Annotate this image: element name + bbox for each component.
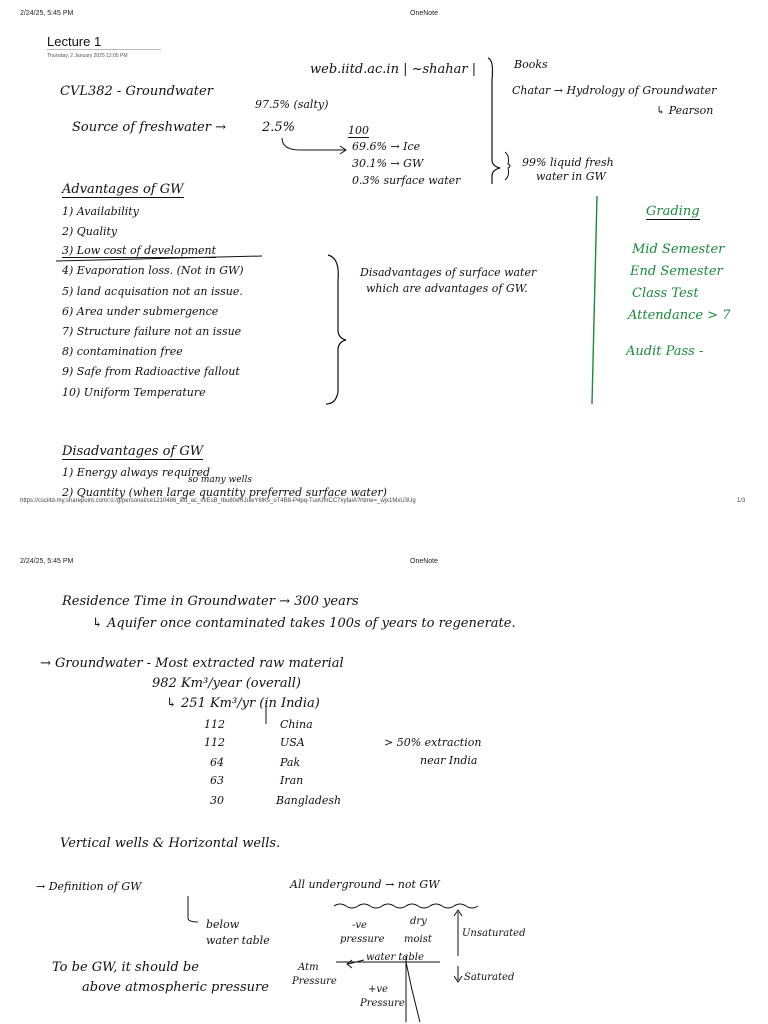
country-name: USA	[280, 736, 305, 749]
country-value: 30	[210, 794, 224, 807]
page-2-ink-strokes	[0, 552, 768, 1024]
country-value: 64	[210, 756, 224, 769]
diagram-pos-label: Pressure	[360, 998, 405, 1009]
print-app-name: OneNote	[410, 558, 439, 565]
extraction-note-1: > 50% extraction	[384, 736, 482, 749]
liquid-fresh-note-2: water in GW	[536, 170, 606, 183]
aquifer-regeneration: ↳ Aquifer once contaminated takes 100s of years to regenerate.	[92, 616, 516, 631]
page-title: Lecture 1	[47, 34, 102, 49]
books-line-2: ↳ Pearson	[656, 104, 714, 117]
diagram-atm-label: Pressure	[292, 976, 337, 987]
country-name: Iran	[280, 774, 304, 787]
country-name: China	[280, 718, 313, 731]
all-underground-note: All underground → not GW	[290, 878, 440, 891]
disadvantage-item: 1) Energy always required	[62, 466, 211, 479]
country-name: Bangladesh	[276, 794, 342, 807]
below-note-1: below	[206, 918, 240, 931]
diagram-moist-label: moist	[404, 934, 432, 945]
country-value: 112	[204, 736, 225, 749]
advantage-item: 6) Area under submergence	[62, 305, 219, 318]
course-website: web.iitd.ac.in | ~shahar |	[310, 62, 477, 77]
advantages-heading: Advantages of GW	[62, 182, 184, 197]
grading-item: End Semester	[630, 264, 723, 279]
advantage-item: 9) Safe from Radioactive fallout	[62, 365, 240, 378]
ice-percent: 69.6% → Ice	[352, 140, 421, 153]
residence-time: Residence Time in Groundwater → 300 years	[62, 594, 359, 609]
country-name: Pak	[280, 756, 301, 769]
fresh-water-percent: 2.5%	[262, 120, 296, 135]
grading-item: Class Test	[632, 286, 699, 301]
grading-item: Attendance > 7	[628, 308, 731, 323]
diagram-saturated-label: Saturated	[464, 972, 515, 983]
print-page-number: 1/3	[737, 498, 746, 504]
country-value: 63	[210, 774, 224, 787]
diagram-neg-label: pressure	[340, 934, 385, 945]
below-note-2: water table	[206, 934, 270, 947]
freshwater-source-label: Source of freshwater →	[72, 120, 226, 135]
salty-water-percent: 97.5% (salty)	[255, 98, 329, 111]
grading-item: Audit Pass -	[626, 344, 704, 359]
advantage-item: 4) Evaporation loss. (Not in GW)	[62, 264, 244, 277]
print-app-name: OneNote	[410, 10, 439, 17]
liquid-fresh-note-1: 99% liquid fresh	[522, 156, 614, 169]
gw-condition-2: above atmospheric pressure	[82, 980, 269, 995]
india-extraction: ↳ 251 Km³/yr (in India)	[166, 696, 320, 711]
disadvantage-item: 2) Quantity (when large quantity preferred surface water)	[62, 486, 387, 499]
surface-disadvantage-note-1: Disadvantages of surface water	[360, 266, 537, 279]
diagram-unsaturated-label: Unsaturated	[462, 928, 526, 939]
gw-percent: 30.1% → GW	[352, 157, 424, 170]
print-timestamp: 2/24/25, 5:45 PM	[20, 10, 74, 17]
disadvantage-note: so many wells	[188, 475, 252, 485]
books-heading: Books	[514, 58, 548, 71]
diagram-dry-label: dry	[410, 916, 427, 927]
grading-item: Mid Semester	[632, 242, 725, 257]
onenote-page-2	[0, 552, 768, 1024]
diagram-neg-label: -ve	[352, 920, 367, 931]
surface-water-percent: 0.3% surface water	[352, 174, 461, 187]
diagram-water-table-label: water table	[366, 952, 424, 963]
print-timestamp: 2/24/25, 5:45 PM	[20, 558, 74, 565]
surface-disadvantage-note-2: which are advantages of GW.	[366, 282, 528, 295]
definition-heading: → Definition of GW	[36, 880, 142, 893]
advantage-item: 5) land acquisation not an issue.	[62, 285, 243, 298]
country-value: 112	[204, 718, 225, 731]
extraction-note-2: near India	[420, 754, 478, 767]
advantage-item: 1) Availability	[62, 205, 139, 218]
advantage-item: 7) Structure failure not an issue	[62, 325, 242, 338]
print-url: https://csciitd-my.sharepoint.com/:o:/g/personal/ce1210486_iitd_ac_in/EsB_tbu80eRJuwY8lKs_oT4B8-P4pq-TuoUmCC7xyfalA?rtime=_wjx1MxU3Ug	[20, 498, 416, 504]
most-extracted: → Groundwater - Most extracted raw material	[40, 656, 344, 671]
course-code: CVL382 - Groundwater	[60, 84, 213, 99]
books-line-1: Chatar → Hydrology of Groundwater	[512, 84, 717, 97]
page-separator	[0, 512, 768, 552]
disadvantages-heading: Disadvantages of GW	[62, 444, 204, 459]
advantage-item: 8) contamination free	[62, 345, 183, 358]
hundred-label: 100	[348, 124, 369, 137]
advantage-item: 3) Low cost of development	[62, 244, 217, 257]
well-types: Vertical wells & Horizontal wells.	[60, 836, 281, 851]
advantage-item: 10) Uniform Temperature	[62, 386, 206, 399]
advantage-item: 2) Quality	[62, 225, 118, 238]
diagram-pos-label: +ve	[368, 984, 388, 995]
overall-extraction: 982 Km³/year (overall)	[152, 676, 301, 691]
diagram-atm-label: Atm	[298, 962, 319, 973]
grading-heading: Grading	[646, 204, 700, 219]
page-date-time: Thursday, 2 January 2025 12:05 PM	[47, 53, 128, 59]
gw-condition-1: To be GW, it should be	[52, 960, 199, 975]
